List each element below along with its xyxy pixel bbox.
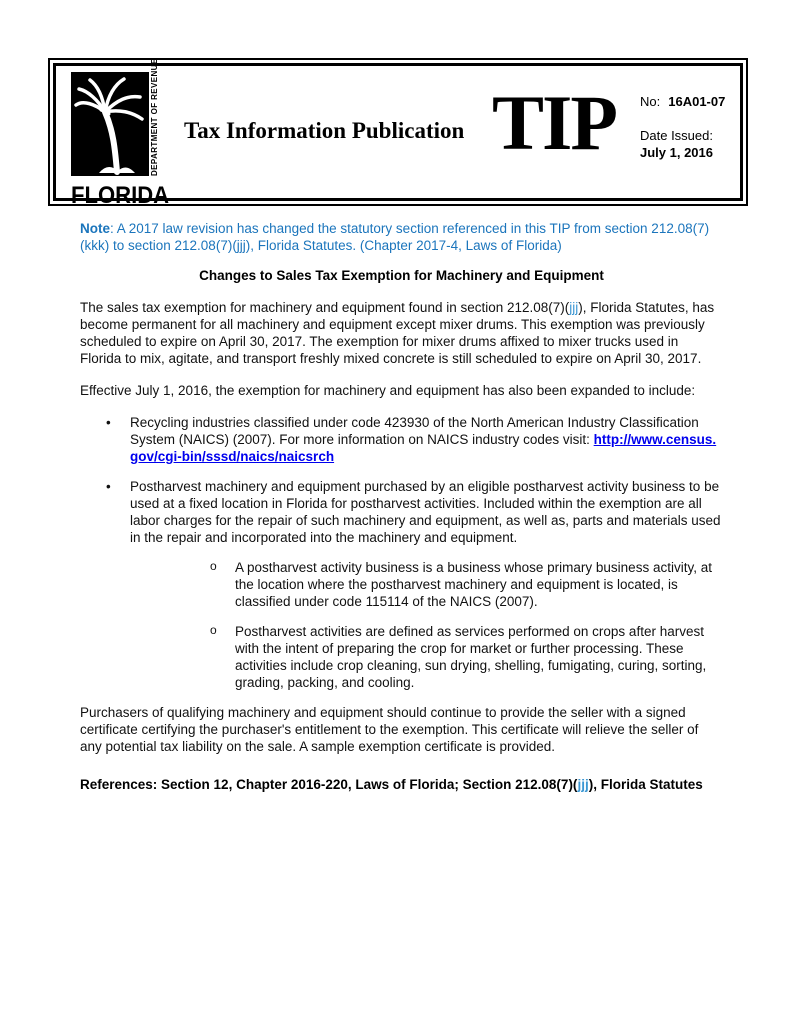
florida-dor-logo <box>71 58 181 210</box>
date-issued-label: Date Issued: <box>640 128 713 144</box>
references-line <box>80 776 723 793</box>
references-text: References: Section 12, Chapter 2016-220, Laws of Florida; Section 212.08(7)( <box>80 777 578 792</box>
document-body <box>80 220 723 793</box>
subbullet-postharvest-business: o A postharvest activity business is a business whose primary business activity, at the location where the postharvest machinery and equipment is located, is classified under code 115114 of the NAICS (2007). <box>130 559 723 610</box>
department-of-revenue-vertical-label: DEPARTMENT OF REVENUE <box>150 58 159 176</box>
expansion-bullet-list <box>80 414 723 691</box>
naics-url-link[interactable]: http://www.census.gov/cgi-bin/sssd/naics/naicsrch <box>130 432 717 464</box>
statute-jjj-link[interactable]: jjj <box>569 300 579 315</box>
tip-acronym: TIP <box>492 79 617 166</box>
bullet-recycling-industries <box>80 414 723 465</box>
paragraph-exemption-permanent <box>80 299 723 367</box>
tip-number <box>640 94 725 110</box>
paragraph-purchasers-certificate: Purchasers of qualifying machinery and equipment should continue to provide the seller with a signed certificate certifying the purchaser's entitlement to the exemption. This certificate will relieve the seller of any potential tax liability on the sale. A sample exemption certificate is provided. <box>80 705 699 754</box>
tip-date-issued <box>640 128 725 161</box>
tip-number-label: No: <box>640 94 661 109</box>
note-text: : A 2017 law revision has changed the statutory section referenced in this TIP from section 212.08(7)(kkk) to section 212.08(7)(jjj), Florida Statutes. (Chapter 2017-4, Laws of Florida) <box>80 221 710 253</box>
references-statute-jjj-link[interactable]: jjj <box>577 777 589 792</box>
palm-tree-icon <box>71 72 149 181</box>
paragraph-effective-date: Effective July 1, 2016, the exemption for machinery and equipment has also been expanded to include: <box>80 383 696 398</box>
bullet-text: Postharvest machinery and equipment purchased by an eligible postharvest activity business to be used at a fixed location in Florida for postharvest activities. Included within the exemption are all labor charges for the repair of such machinery and equipment, as well as, parts and materials used in the repair and incorporated into the machinery and equipment. <box>130 479 721 545</box>
header-banner-inner <box>53 58 743 209</box>
publication-title: Tax Information Publication <box>184 118 465 143</box>
note-label: Note <box>80 221 110 236</box>
document-title: Changes to Sales Tax Exemption for Machinery and Equipment <box>199 268 604 283</box>
postharvest-subbullet-list <box>130 559 723 691</box>
header-banner <box>48 58 748 209</box>
paragraph-text: ), Florida Statutes, has become permanent for all machinery and equipment except mixer drums. This exemption was previously scheduled to expire on April 30, 2017. The exemption for mixer drums affixed to mixer trucks used in Florida to mix, agitate, and transport freshly mixed concrete is still scheduled to expire on April 30, 2017. <box>80 300 715 366</box>
tip-meta <box>640 94 725 161</box>
subbullet-postharvest-activities: o Postharvest activities are defined as services performed on crops after harvest with the intent of preparing the crop for market or further processing. These activities include crop cleaning, sun drying, shelling, fumigating, curing, sorting, grading, packing, and cooling. <box>130 623 723 691</box>
revision-note <box>80 220 723 254</box>
paragraph-text: The sales tax exemption for machinery and equipment found in section 212.08(7)( <box>80 300 570 315</box>
florida-logo-label: FLORIDA <box>71 182 170 209</box>
tip-number-value: 16A01-07 <box>668 94 726 109</box>
references-text: ), Florida Statutes <box>588 777 703 792</box>
bullet-postharvest-machinery <box>80 478 723 691</box>
date-issued-value: July 1, 2016 <box>640 144 713 160</box>
bullet-text: Recycling industries classified under code 423930 of the North American Industry Classification System (NAICS) (2007). For more information on NAICS industry codes visit: <box>130 415 699 447</box>
